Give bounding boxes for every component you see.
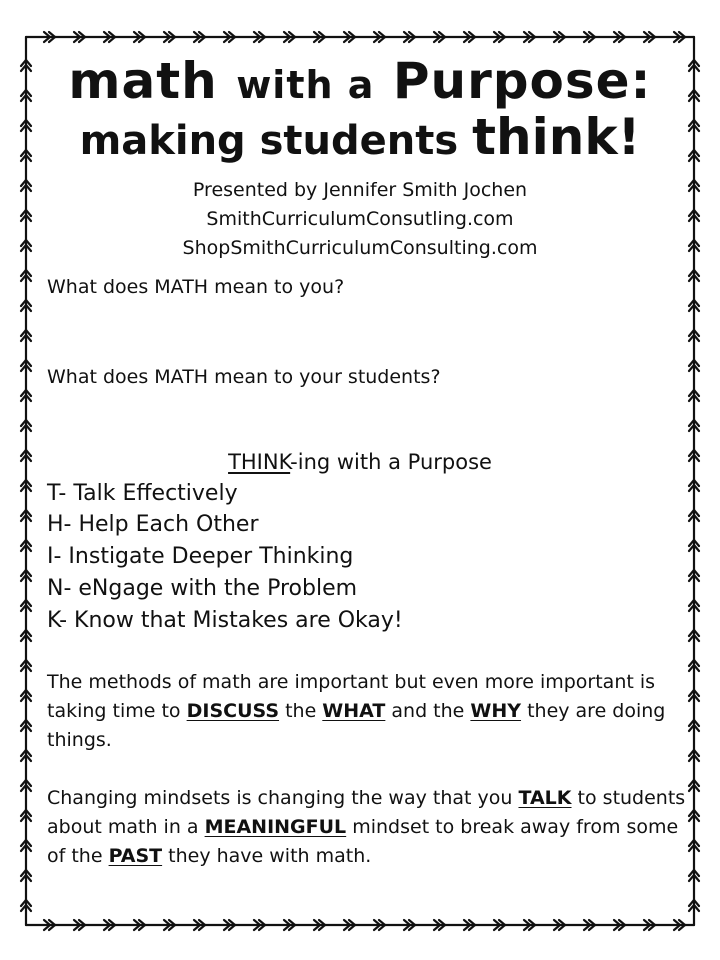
paragraph-mindsets: Changing mindsets is changing the way that you TALK to students about math in a MEANINGFUL mindset to break away from some of the PAST they have with math. <box>47 787 686 867</box>
paragraph-methods: The methods of math are important but even more important is taking time to DISCUSS the WHAT and the WHY they are doing things. <box>47 671 666 751</box>
acronym-item-t: T- Talk Effectively <box>47 481 238 506</box>
acronym-item-k: K- Know that Mistakes are Okay! <box>47 608 403 633</box>
shop-website-link: ShopSmithCurriculumConsulting.com <box>182 237 538 259</box>
keyword-talk: TALK <box>518 787 572 809</box>
keyword-meaningful: MEANINGFUL <box>204 816 347 838</box>
keyword-discuss: DISCUSS <box>186 700 280 722</box>
main-title-line2: making students think! <box>79 108 641 166</box>
acronym-item-i: I- Instigate Deeper Thinking <box>47 544 354 569</box>
presenter-name: Presented by Jennifer Smith Jochen <box>192 179 528 201</box>
keyword-what: WHAT <box>322 700 386 722</box>
question-2: What does MATH mean to your students? <box>47 366 441 388</box>
keyword-why: WHY <box>470 700 522 722</box>
acronym-item-n: N- eNgage with the Problem <box>47 576 358 601</box>
keyword-past: PAST <box>108 845 163 867</box>
question-1: What does MATH mean to you? <box>47 276 345 298</box>
main-title-line1: math with a Purpose: <box>68 52 652 110</box>
website-link: SmithCurriculumConsutling.com <box>206 208 514 230</box>
section-heading: THINK-ing with a Purpose <box>228 450 492 474</box>
acronym-item-h: H- Help Each Other <box>47 512 259 537</box>
